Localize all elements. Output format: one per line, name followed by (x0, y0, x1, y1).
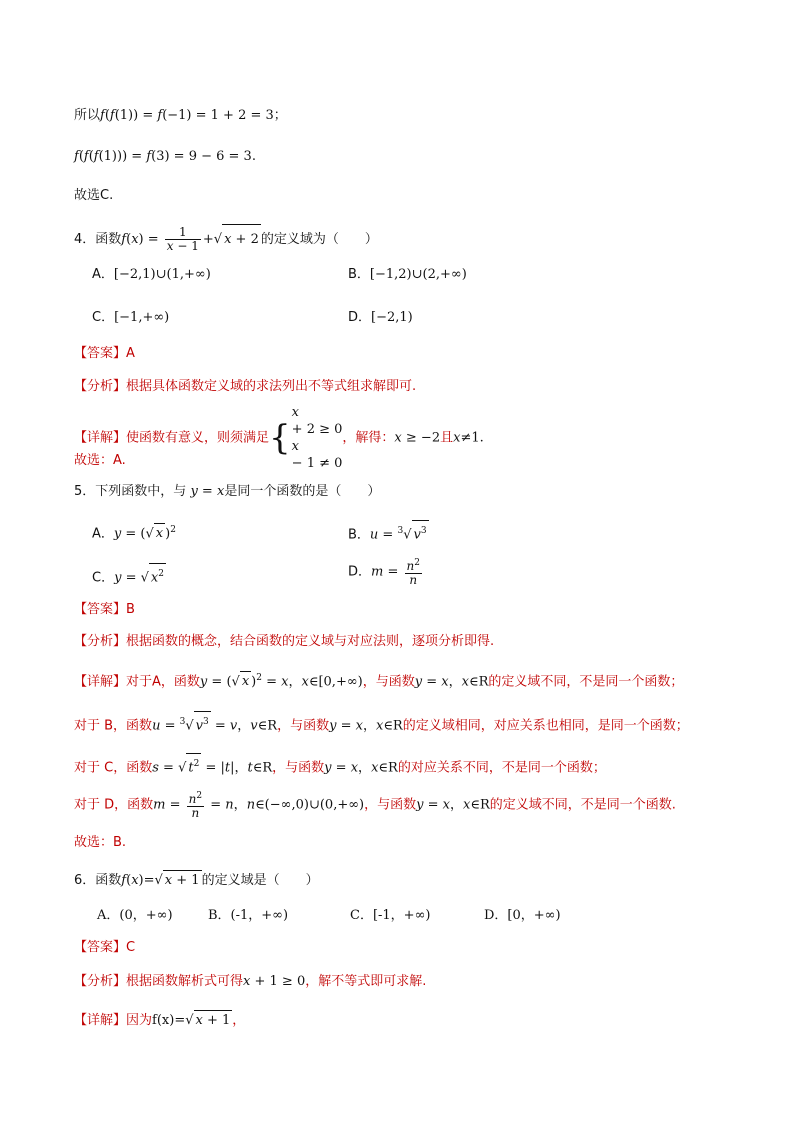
q4-analysis: 【分析】根据具体函数定义域的求法列出不等式组求解即可. (74, 379, 417, 394)
q5-stem: 5．下列函数中，与 y = x是同一个函数的是（ ） (74, 484, 381, 499)
q6-option-c[interactable]: C．[-1，+∞) (350, 908, 431, 923)
q4-stem: 4．函数f(x) = $\frac{1}{x - 1}$ +√ x + 2 的定义域为（ ） (74, 225, 378, 253)
solution3-line2: f(f(f(1))) = f(3) = 9 − 6 = 3. (74, 149, 256, 164)
q4-option-d[interactable]: D．[−2,1) (348, 310, 413, 325)
q6-answer: 【答案】C (74, 940, 136, 955)
q5-analysis: 【分析】根据函数的概念，结合函数的定义域与对应法则，逐项分析即得. (74, 634, 495, 649)
q6-stem: 6．函数f(x)=√ x + 1 的定义域是（ ） (74, 870, 319, 891)
q5-detail-a: 【详解】对于A，函数y = (√ x )$^2$ = x，x∈[0,+∞)，与函数y = x，x∈R的定义域不同，不是同一个函数； (74, 668, 683, 692)
q5-answer: 【答案】B (74, 602, 135, 617)
q5-detail-d: 对于 D，函数m = $\frac{n^2}{n}$ = n，n∈(−∞,0)∪(0,+∞)，与函数y = x，x∈R的定义域不同，不是同一个函数. (74, 791, 676, 820)
q6-option-a[interactable]: A．(0，+∞) (97, 908, 173, 923)
q6-option-d[interactable]: D．[0，+∞) (484, 908, 561, 923)
q5-option-a[interactable]: A．y = (√ x )$^2$ (92, 520, 176, 544)
solution3-conclusion: 故选C. (74, 188, 114, 203)
q6-option-b[interactable]: B．(-1，+∞) (208, 908, 289, 923)
q4-conclusion: 故选：A. (74, 453, 126, 468)
q4-option-b[interactable]: B．[−1,2)∪(2,+∞) (348, 267, 467, 282)
q4-detail: 【详解】使函数有意义，则须满足{ x + 2 ≥ 0 x − 1 ≠ 0 ，解得：x ≥ −2且x≠1. (74, 405, 484, 471)
q6-analysis: 【分析】根据函数解析式可得x + 1 ≥ 0，解不等式即可求解. (74, 974, 427, 989)
q4-option-a[interactable]: A．[−2,1)∪(1,+∞) (92, 267, 211, 282)
q5-option-b[interactable]: B．u = $^3$√ $v^3$ (348, 520, 429, 545)
q5-option-d[interactable]: D．m = $\frac{n^2}{n}$ (348, 558, 420, 587)
q4-answer: 【答案】A (74, 346, 135, 361)
q5-detail-c: 对于 C，函数s = √ $t^2 = |t|$，t∈R，与函数y = x，x∈R的对应关系不同，不是同一个函数； (74, 753, 606, 778)
solution3-line1: 所以f(f(1)) = f(−1) = 1 + 2 = 3； (74, 108, 287, 123)
q5-conclusion: 故选：B. (74, 835, 127, 850)
q5-detail-b: 对于 B，函数u = $^3$√ $v^3 = v$，v∈R，与函数y = x，x∈R的定义域相同，对应关系也相同，是同一个函数； (74, 711, 689, 736)
q5-option-c[interactable]: C．y = √ $x^2$ (92, 563, 166, 588)
q6-detail: 【详解】因为f(x)=√ x + 1 ， (74, 1010, 245, 1031)
q4-option-c[interactable]: C．[−1,+∞) (92, 310, 170, 325)
